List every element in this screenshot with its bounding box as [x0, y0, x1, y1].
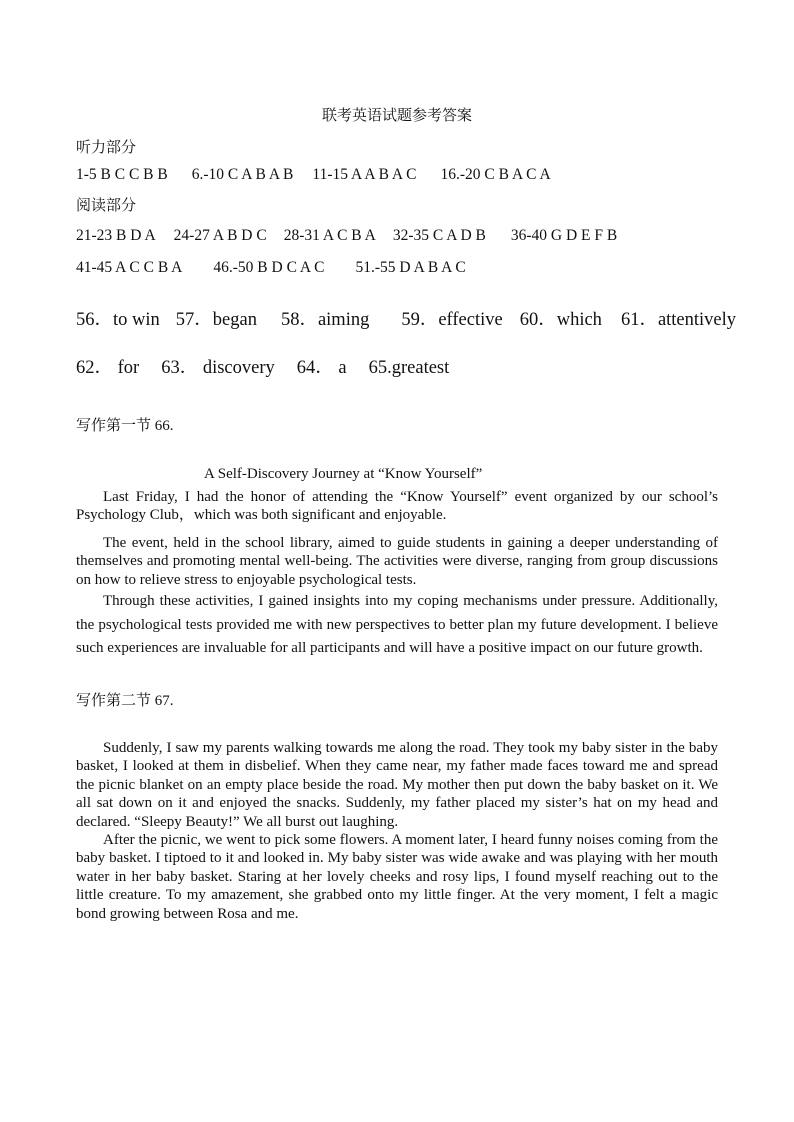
answer-group: 11-15 A A B A C — [312, 166, 417, 183]
answer-group: 16.-20 C B A C A — [440, 166, 551, 183]
answer-item: 63． discovery — [161, 358, 275, 378]
answer-group: 51.-55 D A B A C — [355, 259, 466, 276]
essay1-paragraph: The event, held in the school library, aimed to guide students in gaining a deeper understanding of themselves and promoting mental well-being. The activities were diverse, ranging from group discussions on how to relieve stress to enjoyable psychological tests. — [76, 535, 718, 588]
answer-group: 36-40 G D E F B — [510, 227, 618, 244]
essay2-paragraph: After the picnic, we went to pick some flowers. A moment later, I heard funny noises coming from the baby basket. I tiptoed to it and looked in. My baby sister was wide awake and was playing with her mouth water in her baby basket. Staring at her lovely cheeks and rosy lips, I found myself reaching out to the little creature. To my amazement, she grabbed onto my little finger. At the very moment, I felt a magic bond growing between Rosa and me. — [76, 832, 718, 922]
answer-item: 58．aiming — [280, 310, 370, 330]
answer-group: 41-45 A C C B A — [76, 259, 183, 276]
answer-item: 56．to win — [76, 310, 160, 330]
grammar-answers-line1 — [76, 305, 736, 331]
answer-group: 32-35 C A D B — [392, 227, 486, 244]
grammar-answers-line2 — [76, 353, 449, 379]
reading-answers-line1 — [76, 227, 617, 245]
answer-group: 24-27 A B D C — [173, 227, 267, 244]
answer-item: 60．which — [519, 310, 602, 330]
writing1-heading-cn: 写作第一节 — [76, 416, 152, 434]
reading-heading: 阅读部分 — [76, 196, 137, 214]
listening-heading: 听力部分 — [76, 138, 137, 156]
essay2-paragraph: Suddenly, I saw my parents walking towards me along the road. They took my baby sister in the baby basket, I looked at them in disbelief. When they came near, my father made faces toward me and spread the picnic blanket on an empty place beside the road. My mother then put down the baby basket on it. We all sat down on it and enjoyed the snacks. Suddenly, my father placed my sister’s hat on my head and declared. “Sleepy Beauty!” We all burst out laughing. — [76, 740, 718, 830]
essay-title: A Self-Discovery Journey at “Know Yourself” — [204, 466, 483, 482]
answer-group: 1-5 B C C B B — [76, 166, 168, 183]
answer-item: 59．effective — [401, 310, 503, 330]
answer-item: 65.greatest — [368, 358, 450, 378]
essay1-paragraph: Last Friday, I had the honor of attending the “Know Yourself” event organized by our school’s Psychology Club，which was both significant and enjoyable. — [76, 489, 718, 524]
answer-item: 57．began — [175, 310, 257, 330]
answer-item: 61．attentively — [620, 310, 737, 330]
document-title: 联考英语试题参考答案 — [321, 108, 472, 124]
listening-answers — [76, 166, 551, 184]
writing1-heading-num: 66. — [151, 418, 174, 434]
writing2-heading — [76, 689, 174, 710]
answer-group: 46.-50 B D C A C — [213, 259, 325, 276]
writing1-heading — [76, 414, 174, 435]
essay1-paragraph: Through these activities, I gained insights into my coping mechanisms under pressure. Additionally, the psychological tests provided me with new perspectives to better plan my future development. I believe such experiences are invaluable for all participants and will have a positive impact on our future growth. — [76, 593, 718, 656]
answer-group: 21-23 B D A — [76, 227, 156, 244]
answer-item: 62． for — [76, 358, 140, 378]
answer-item: 64． a — [296, 358, 347, 378]
reading-answers-line2 — [76, 259, 466, 277]
answer-group: 6.-10 C A B A B — [191, 166, 294, 183]
writing2-heading-cn: 写作第二节 — [76, 691, 152, 709]
writing2-heading-num: 67. — [151, 693, 174, 709]
answer-group: 28-31 A C B A — [283, 227, 376, 244]
